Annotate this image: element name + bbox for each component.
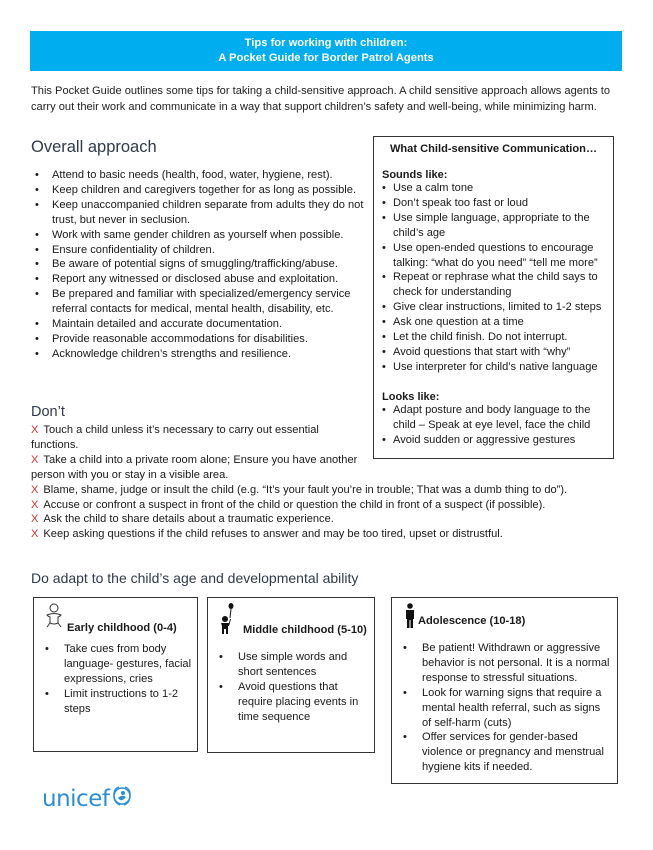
x-mark-icon: X xyxy=(31,453,39,466)
x-mark-icon: X xyxy=(31,483,39,496)
communication-box xyxy=(373,136,614,459)
list-item: • Take cues from body language- gestures, facial expressions, cries xyxy=(42,642,192,687)
overall-approach-heading: Overall approach xyxy=(31,138,157,156)
list-item: • Be aware of potential signs of smuggling/trafficking/abuse. xyxy=(33,257,378,272)
list-item: • Use interpreter for child’s native language xyxy=(382,360,605,375)
list-item: • Attend to basic needs (health, food, water, hygiene, rest). xyxy=(33,168,378,183)
middle-childhood-box xyxy=(207,597,375,753)
list-item: • Keep unaccompanied children separate from adults they do not trust, but never in seclusion. xyxy=(33,198,378,228)
list-item: • Adapt posture and body language to the child – Speak at eye level, face the child xyxy=(382,403,605,433)
list-item: • Provide reasonable accommodations for disabilities. xyxy=(33,332,378,347)
dont-item: X Ask the child to share details about a traumatic experience. xyxy=(31,513,334,526)
list-item: • Maintain detailed and accurate documentation. xyxy=(33,317,378,332)
early-childhood-box xyxy=(33,597,198,752)
dont-item: X Keep asking questions if the child refuses to answer and may be too tired, upset or distrustful. xyxy=(31,528,503,541)
title-line-1: Tips for working with children: xyxy=(244,37,408,49)
list-item: • Use a calm tone xyxy=(382,181,605,196)
list-item: • Don’t speak too fast or loud xyxy=(382,196,605,211)
dont-item: X Take a child into a private room alone; Ensure you have another person with you or stay in a visible area. xyxy=(31,453,358,481)
unicef-logo xyxy=(42,785,133,812)
dont-list xyxy=(31,423,621,542)
adolescent-icon xyxy=(404,603,416,634)
baby-icon xyxy=(44,603,64,634)
list-item: • Report any witnessed or disclosed abuse and exploitation. xyxy=(33,272,378,287)
x-mark-icon: X xyxy=(31,528,39,541)
list-item: • Offer services for gender-based violence or pregnancy and menstrual hygiene kits if needed. xyxy=(400,730,612,775)
x-mark-icon: X xyxy=(31,513,39,526)
adolescence-title: Adolescence (10-18) xyxy=(418,615,526,627)
early-childhood-list xyxy=(42,642,192,717)
child-with-balloon-icon xyxy=(218,602,236,641)
list-item: • Use open-ended questions to encourage talking: “what do you need” “tell me more” xyxy=(382,241,605,271)
intro-paragraph: This Pocket Guide outlines some tips for taking a child-sensitive approach. A child sensitive approach allows agents to carry out their work and communicate in a way that support children’s safety and well-being, while minimizing harm. xyxy=(31,85,611,113)
dont-item: X Touch a child unless it’s necessary to carry out essential functions. xyxy=(31,424,319,451)
adapt-heading: Do adapt to the child’s age and developmental ability xyxy=(31,570,359,586)
list-item: • Work with same gender children as yourself when possible. xyxy=(33,228,378,243)
list-item: • Acknowledge children’s strengths and resilience. xyxy=(33,347,378,362)
list-item: • Avoid questions that require placing events in time sequence xyxy=(216,680,371,725)
list-item: • Avoid questions that start with “why” xyxy=(382,345,605,360)
list-item: • Be prepared and familiar with specialized/emergency service referral contacts for medical, mental health, disability, etc. xyxy=(33,287,378,317)
x-mark-icon: X xyxy=(31,498,39,511)
dont-heading: Don’t xyxy=(31,404,65,420)
unicef-wordmark: unicef xyxy=(42,785,110,812)
sounds-like-list xyxy=(382,181,605,375)
list-item: • Use simple words and short sentences xyxy=(216,650,371,680)
dont-item: X Accuse or confront a suspect in front of the child or question the child in front of a suspect (if possible). xyxy=(31,498,546,511)
looks-like-heading: Looks like: xyxy=(382,390,440,403)
x-mark-icon: X xyxy=(31,424,39,436)
list-item: • Give clear instructions, limited to 1-2 steps xyxy=(382,300,605,315)
list-item: • Let the child finish. Do not interrupt. xyxy=(382,330,605,345)
dont-item: X Blame, shame, judge or insult the child (e.g. “It’s your fault you’re in trouble; That was a dumb thing to do”). xyxy=(31,483,568,496)
middle-childhood-title: Middle childhood (5-10) xyxy=(243,624,367,636)
list-item: • Ensure confidentiality of children. xyxy=(33,243,378,258)
unicef-emblem-icon xyxy=(111,785,133,812)
list-item: • Avoid sudden or aggressive gestures xyxy=(382,433,605,448)
adolescence-box xyxy=(391,597,618,784)
adolescence-list xyxy=(400,641,612,775)
communication-heading: What Child-sensitive Communication… xyxy=(389,143,598,155)
list-item: • Repeat or rephrase what the child says to check for understanding xyxy=(382,270,605,300)
list-item: • Limit instructions to 1-2 steps xyxy=(42,687,192,717)
title-banner xyxy=(30,31,622,71)
early-childhood-title: Early childhood (0-4) xyxy=(67,622,177,634)
list-item: • Keep children and caregivers together for as long as possible. xyxy=(33,183,378,198)
sounds-like-heading: Sounds like: xyxy=(382,169,448,181)
title-line-2: A Pocket Guide for Border Patrol Agents xyxy=(218,52,434,64)
overall-approach-list xyxy=(33,168,378,362)
list-item: • Use simple language, appropriate to the child’s age xyxy=(382,211,605,241)
list-item: • Look for warning signs that require a mental health referral, such as signs of self-harm (cuts) xyxy=(400,686,612,731)
list-item: • Be patient! Withdrawn or aggressive behavior is not personal. It is a normal response to stressful situations. xyxy=(400,641,612,686)
middle-childhood-list xyxy=(216,650,371,725)
list-item: • Ask one question at a time xyxy=(382,315,605,330)
